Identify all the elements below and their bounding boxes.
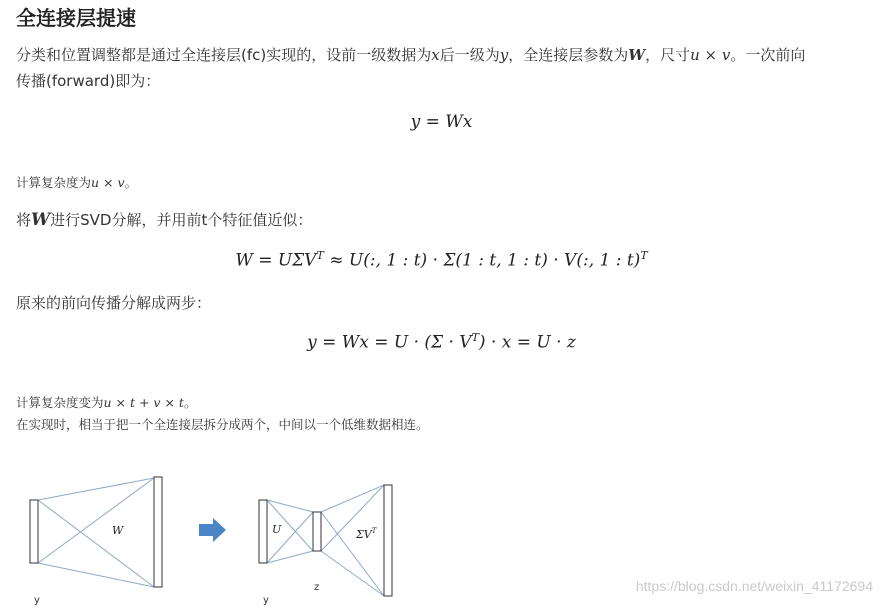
svd-intro-var-W: W [31,210,51,230]
formula-forward: y = Wx [410,112,473,132]
intro-paragraph [16,42,805,68]
complexity-1-expr: u × v [91,175,125,190]
left-network [30,477,162,606]
complexity-1-prefix: 计算复杂度为 [16,175,92,190]
decomp-text: 原来的前向传播分解成两步： [16,294,212,312]
svd-intro-prefix: 将 [16,211,32,229]
formula-svd-approx-sup: T [640,249,648,262]
complexity-2-suffix: 。 [183,395,197,410]
complexity-line-1 [16,173,137,191]
source-watermark: https://blog.csdn.net/weixin_41172694 [635,578,873,594]
intro-line-2: 传播(forward)即为： [16,72,161,90]
right-bottleneck-layer [313,512,321,551]
formula-twostep-sup: T [471,331,479,344]
intro-var-y: y [499,46,509,64]
formula-svd-approx: ≈ U(:, 1 : t) · Σ(1 : t, 1 : t) · V(:, 1 : t) [323,250,641,271]
complexity-1-suffix: 。 [124,175,138,190]
intro-text-1: 分类和位置调整都是通过全连接层(fc)实现的，设前一级数据为 [16,46,432,64]
svd-intro-line [16,207,312,233]
left-input-label: y [34,595,40,606]
right-SV-label [355,527,378,541]
implementation-text: 在实现时，相当于把一个全连接层拆分成两个，中间以一个低维数据相连。 [16,417,429,432]
formula-twostep [0,331,883,353]
formula-svd-lhs: W = UΣV [235,250,317,271]
svd-intro-suffix: 进行SVD分解，并用前t个特征值近似： [50,211,313,229]
right-SV-base: ΣV [356,528,372,541]
intro-text-3: ，全连接层参数为 [508,46,629,64]
right-output-layer [384,485,392,596]
right-input-layer [259,500,267,563]
formula-svd-lhs-sup: T [316,249,324,262]
transform-arrow-icon [199,518,226,542]
intro-text-5: 。一次前向 [730,46,806,64]
left-input-layer [30,500,38,563]
intro-size-expr: u × v [690,46,731,64]
formula-twostep-part2: ) · x = U · z [478,332,576,353]
formula-svd [0,249,883,271]
left-output-layer [154,477,162,587]
intro-text-4: ，尺寸 [645,46,691,64]
section-title: 全连接层提速 [16,6,136,30]
right-mid-label: z [314,582,320,593]
complexity-2-expr: u × t + v × t [103,395,184,410]
left-weight-label: W [112,524,124,537]
intro-var-x: x [431,46,440,64]
intro-text-2: 后一级为 [439,46,500,64]
complexity-line-2 [16,393,196,411]
left-connection-lines [38,478,154,587]
formula-twostep-part1: y = Wx = U · (Σ · V [307,332,472,353]
complexity-2-prefix: 计算复杂度变为 [16,395,104,410]
right-network [259,485,392,606]
intro-var-W: W [628,46,646,64]
right-SV-sup: T [371,527,377,535]
right-input-label: y [263,595,269,606]
right-U-label: U [272,523,282,536]
